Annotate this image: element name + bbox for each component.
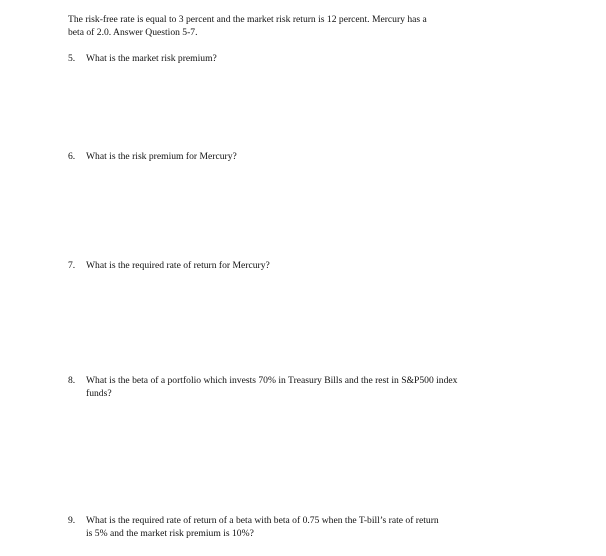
question-number: 6. [68, 151, 76, 162]
intro-line-2: beta of 2.0. Answer Question 5-7. [68, 27, 198, 38]
question-7 [68, 259, 538, 272]
question-text: What is the market risk premium? [86, 53, 217, 64]
question-number: 9. [68, 515, 76, 526]
question-text-line-1: What is the beta of a portfolio which invests 70% in Treasury Bills and the rest in S&P500 index [86, 375, 458, 386]
question-9 [68, 514, 538, 540]
question-text [86, 514, 538, 540]
intro-line-1: The risk-free rate is equal to 3 percent and the market risk return is 12 percent. Mercury has a [68, 14, 427, 25]
question-text-line-2: funds? [86, 388, 112, 399]
question-6 [68, 150, 538, 163]
question-5 [68, 52, 538, 65]
question-number: 5. [68, 53, 76, 64]
question-8 [68, 374, 538, 400]
question-text [86, 374, 538, 400]
question-text-line-1: What is the required rate of return of a beta with beta of 0.75 when the T-bill’s rate of return [86, 515, 439, 526]
question-number: 7. [68, 260, 76, 271]
question-number: 8. [68, 375, 76, 386]
intro-paragraph [68, 13, 498, 39]
question-text-line-2: is 5% and the market risk premium is 10%? [86, 528, 254, 539]
question-text: What is the required rate of return for Mercury? [86, 260, 270, 271]
question-text: What is the risk premium for Mercury? [86, 151, 237, 162]
